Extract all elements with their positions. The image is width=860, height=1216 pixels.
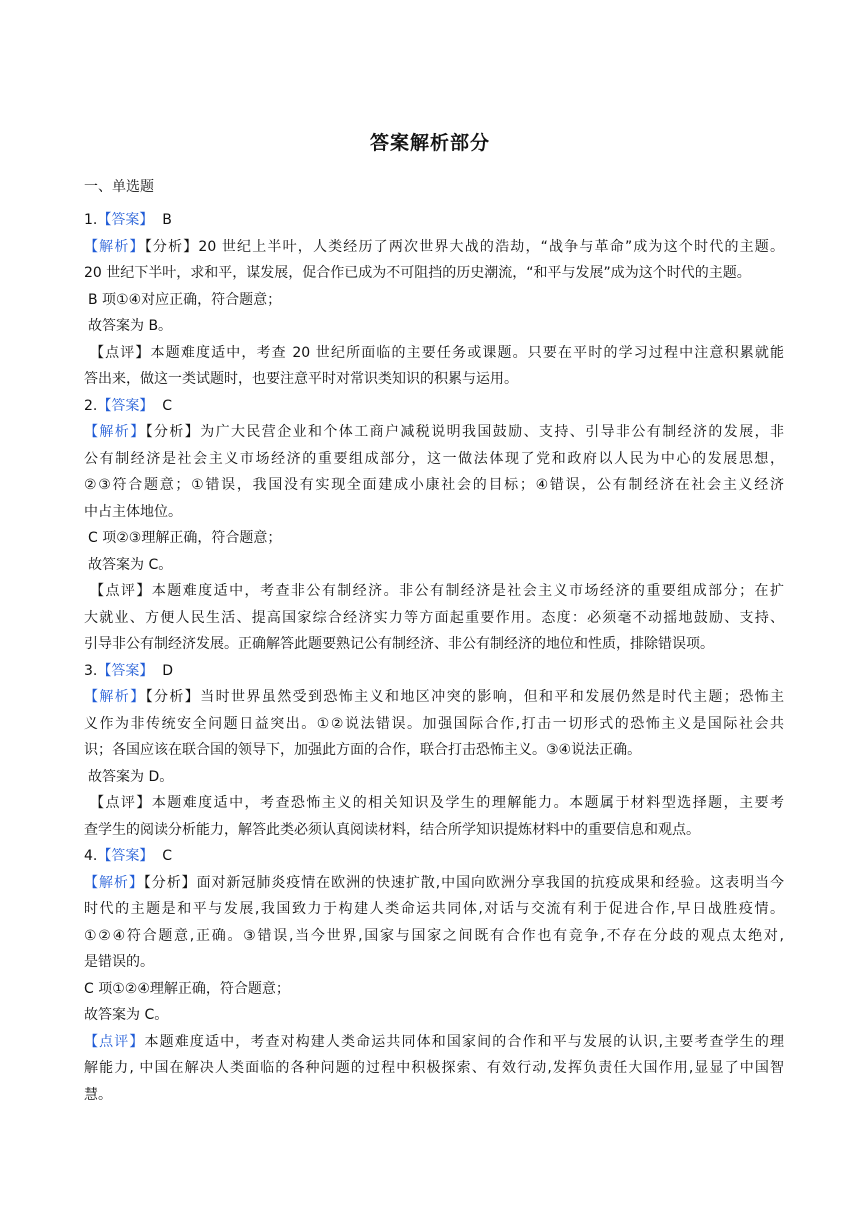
comment-tag: 【点评】 <box>84 1033 145 1050</box>
page-title: 答案解析部分 <box>369 132 490 154</box>
analysis-line: 20 世纪下半叶，求和平，谋发展，促合作已成为不可阻挡的历史潮流，“和平与发展”成为这个时代的主题。 <box>84 265 751 281</box>
answer-letter: D <box>162 662 174 679</box>
analysis-line <box>84 684 784 711</box>
question-number: 3. <box>84 662 98 679</box>
comment-line: 慧。 <box>84 1086 112 1103</box>
answer-line <box>84 207 784 234</box>
section-heading: 一、单选题 <box>84 179 154 195</box>
answer-content <box>84 207 784 1108</box>
comment-text: 本题难度适中，考查对构建人类命运共同体和国家间的合作和平与发展的认识,主要考查学生的理 <box>144 1033 784 1050</box>
answer-line <box>84 658 784 685</box>
conclusion-line: 故答案为 B。 <box>88 318 173 334</box>
analysis-tag: 【解析】 <box>84 424 146 440</box>
option-line: C 项①②④理解正确，符合题意； <box>84 980 290 997</box>
analysis-line <box>84 870 784 897</box>
question-number: 2. <box>84 397 98 414</box>
analysis-line: 义作为非传统安全问题日益突出。①②说法错误。加强国际合作,打击一切形式的恐怖主义是国际社会共 <box>84 715 784 732</box>
answer-line <box>84 843 784 870</box>
analysis-line: 公有制经济是社会主义市场经济的重要组成部分，这一做法体现了党和政府以人民为中心的发展思想， <box>84 450 784 467</box>
question-number: 1. <box>84 212 98 228</box>
conclusion-line: 故答案为 C。 <box>84 1007 169 1023</box>
comment-line: 引导非公有制经济发展。正确解答此题要熟记公有制经济、非公有制经济的地位和性质，排除错误项。 <box>84 636 714 652</box>
analysis-text: 【分析】面对新冠肺炎疫情在欧洲的快速扩散,中国向欧洲分享我国的抗疫成果和经验。这表明当今 <box>143 874 784 891</box>
analysis-line: 识；各国应该在联合国的领导下，加强此方面的合作，联合打击恐怖主义。③④说法正确。 <box>84 742 642 758</box>
analysis-text: 【分析】20 世纪上半叶，人类经历了两次世界大战的浩劫，“战争与革命”成为这个时代的主题。 <box>144 238 784 255</box>
analysis-tag: 【解析】 <box>84 689 146 705</box>
answer-tag: 【答案】 <box>97 848 154 864</box>
comment-line: 解能力, 中国在解决人类面临的各种问题的过程中积极探索、有效行动,发挥负责任大国作用,显显了中国智 <box>84 1060 784 1076</box>
analysis-line: 时代的主题是和平与发展,我国致力于构建人类命运共同体,对话与交流有利于促进合作,早日战胜疫情。 <box>84 901 784 917</box>
question-number: 4. <box>84 848 98 864</box>
analysis-tag: 【解析】 <box>84 874 144 891</box>
answer-tag: 【答案】 <box>97 397 154 414</box>
comment-line: 答出来，做这一类试题时，也要注意平时对常识类知识的积累与运用。 <box>84 371 518 387</box>
analysis-tag: 【解析】 <box>84 238 145 255</box>
comment-line: 【点评】本题难度适中，考查恐怖主义的相关知识及学生的理解能力。本题属于材料型选择题，主要考 <box>90 795 784 811</box>
comment-line <box>84 1029 784 1056</box>
conclusion-line: 故答案为 D。 <box>88 768 174 785</box>
comment-line: 【点评】本题难度适中，考查 20 世纪所面临的主要任务或课题。只要在平时的学习过程中注意积累就能 <box>90 344 784 361</box>
comment-line: 查学生的阅读分析能力，解答此类必须认真阅读材料，结合所学知识提炼材料中的重要信息和观点。 <box>84 821 700 838</box>
answer-letter: C <box>162 397 173 414</box>
analysis-line: ②③符合题意；①错误，我国没有实现全面建成小康社会的目标；④错误，公有制经济在社会主义经济 <box>84 477 784 493</box>
comment-line: 【点评】本题难度适中，考查非公有制经济。非公有制经济是社会主义市场经济的重要组成部分；在扩 <box>90 583 784 599</box>
answer-line <box>84 393 784 420</box>
answer-letter: C <box>162 848 173 864</box>
option-line: C 项②③理解正确，符合题意； <box>88 530 282 546</box>
analysis-text: 【分析】当时世界虽然受到恐怖主义和地区冲突的影响，但和平和发展仍然是时代主题；恐怖主 <box>145 689 784 705</box>
analysis-line: 是错误的。 <box>84 954 154 970</box>
conclusion-line: 故答案为 C。 <box>88 556 173 573</box>
comment-line: 大就业、方便人民生活、提高国家综合经济实力等方面起重要作用。态度：必须毫不动摇地鼓励、支持、 <box>84 609 784 626</box>
answer-tag: 【答案】 <box>97 662 154 679</box>
option-line: B 项①④对应正确，符合题意； <box>88 291 282 308</box>
analysis-text: 【分析】为广大民营企业和个体工商户减税说明我国鼓励、支持、引导非公有制经济的发展，非 <box>145 424 784 440</box>
analysis-line: ①②④符合题意,正确。③错误,当今世界,国家与国家之间既有合作也有竞争,不存在分歧的观点太绝对, <box>84 927 784 944</box>
answer-letter: B <box>162 212 172 228</box>
analysis-line <box>84 234 784 261</box>
answer-tag: 【答案】 <box>97 212 154 228</box>
analysis-line: 中占主体地位。 <box>84 503 182 520</box>
analysis-line <box>84 419 784 446</box>
